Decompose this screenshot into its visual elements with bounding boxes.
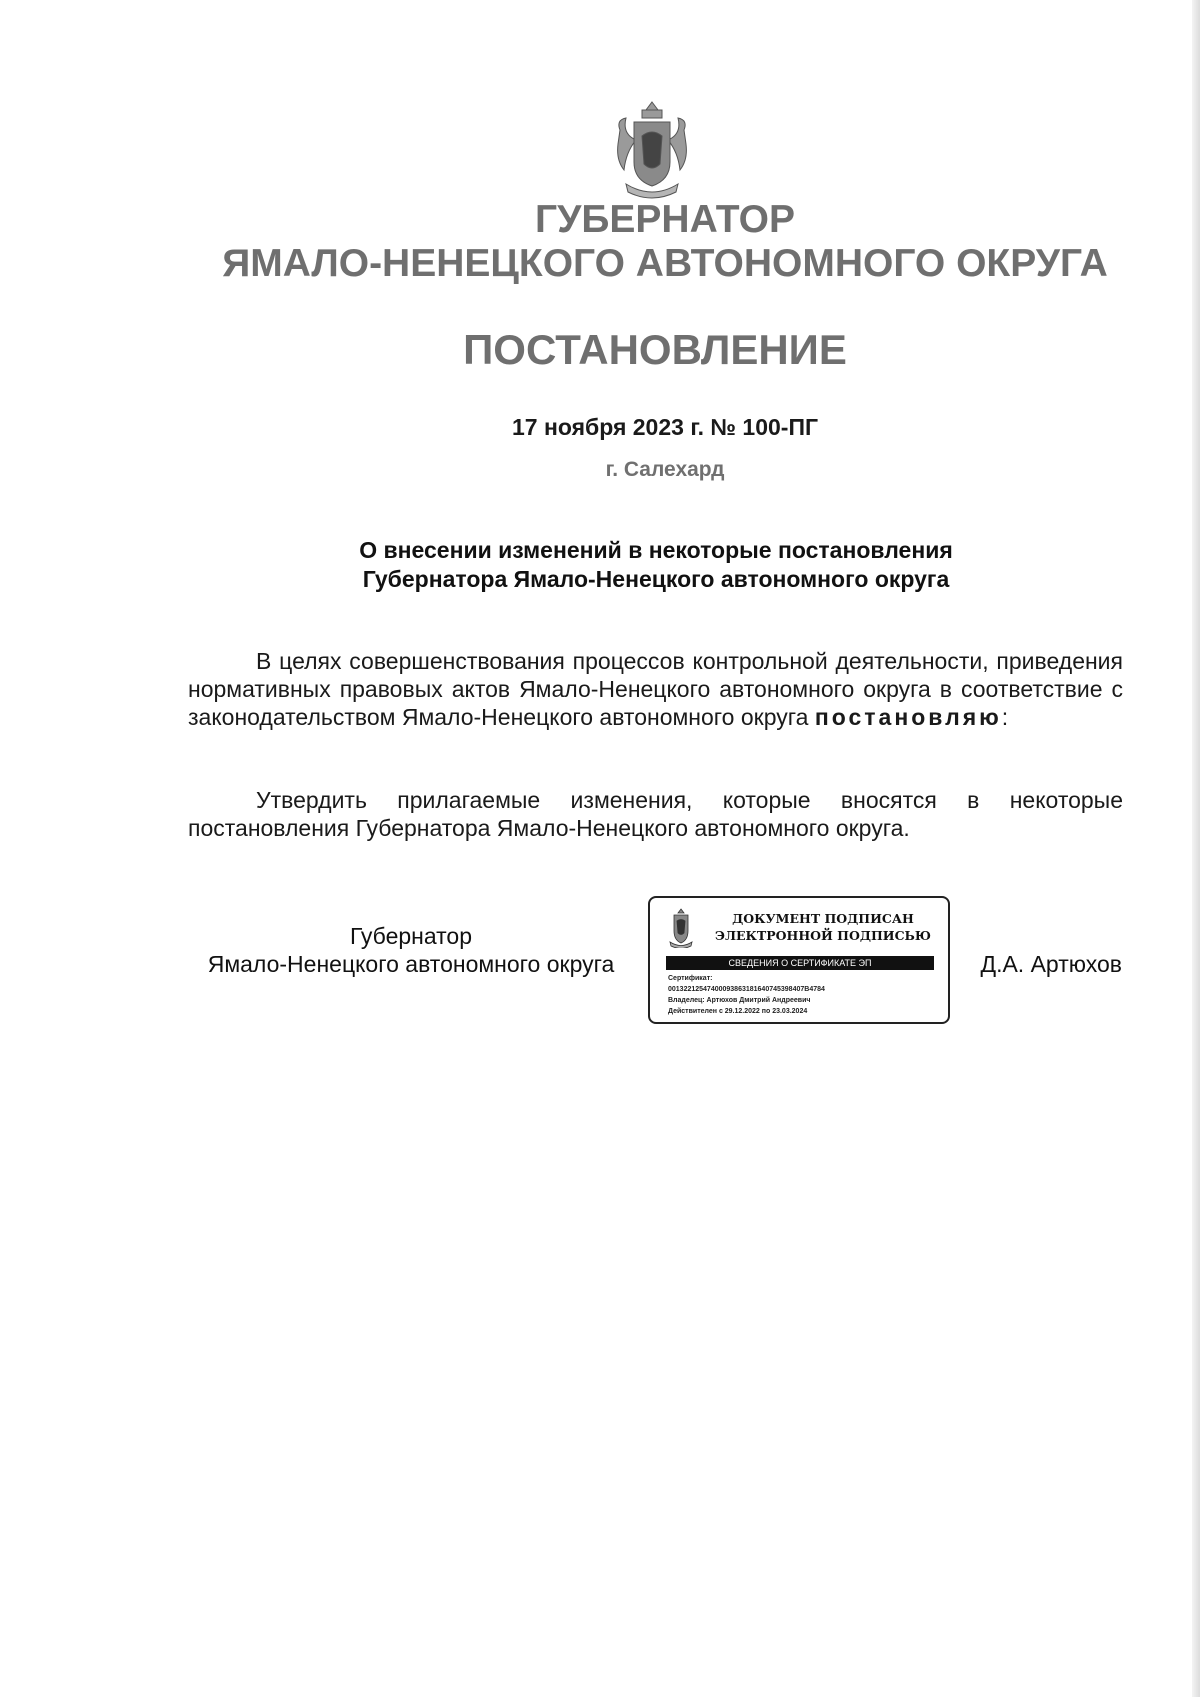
document-date-number: 17 ноября 2023 г. № 100-ПГ	[511, 414, 819, 440]
stamp-certificate-bar: СВЕДЕНИЯ О СЕРТИФИКАТЕ ЭП	[666, 956, 934, 970]
document-city: г. Салехард	[605, 458, 725, 481]
stamp-cert-label: Сертификат:	[668, 975, 713, 982]
stamp-owner: Владелец: Артюхов Дмитрий Андреевич	[668, 997, 811, 1004]
body-paragraph-2: Утвердить прилагаемые изменения, которые вносятся в некоторые постановления Губернатора Ямало-Ненецкого автономного округа.	[188, 787, 1123, 841]
stamp-certificate-details	[668, 973, 944, 1017]
document-type: ПОСТАНОВЛЕНИЕ	[463, 326, 847, 373]
resolve-word: постановляю	[814, 704, 1002, 730]
paragraph-1-end: :	[1001, 704, 1009, 730]
stamp-validity: Действителен с 29.12.2022 по 23.03.2024	[668, 1008, 808, 1015]
signer-title	[188, 922, 634, 978]
issuer-title: ГУБЕРНАТОР	[534, 198, 795, 241]
stamp-heading-line-1: ДОКУМЕНТ ПОДПИСАН	[732, 911, 914, 926]
stamp-heading-line-2: ЭЛЕКТРОННОЙ ПОДПИСЬЮ	[715, 928, 931, 943]
electronic-signature-stamp	[648, 896, 950, 1024]
subject-line-1: О внесении изменений в некоторые постановления	[359, 537, 953, 563]
paragraph-1-text: В целях совершенствования процессов контрольной деятельности, приведения нормативных правовых актов Ямало-Ненецкого автономного округа в соответствие с законодательством Ямало-Ненецкого автономного округа	[188, 648, 1123, 730]
body-paragraph-1	[188, 647, 1123, 731]
stamp-emblem-icon	[666, 908, 696, 948]
subject-line-2: Губернатора Ямало-Ненецкого автономного округа	[362, 566, 950, 592]
signer-name: Д.А. Артюхов	[980, 951, 1122, 977]
stamp-heading	[706, 910, 940, 944]
stamp-cert-value: 00132212547400093863181640745398407B4784	[668, 986, 825, 993]
coat-of-arms-icon	[612, 100, 692, 200]
document-subject	[188, 536, 1124, 594]
issuer-region: ЯМАЛО-НЕНЕЦКОГО АВТОНОМНОГО ОКРУГА	[222, 242, 1108, 285]
signer-title-line-2: Ямало-Ненецкого автономного округа	[207, 951, 615, 977]
signer-title-line-1: Губернатор	[349, 923, 473, 949]
